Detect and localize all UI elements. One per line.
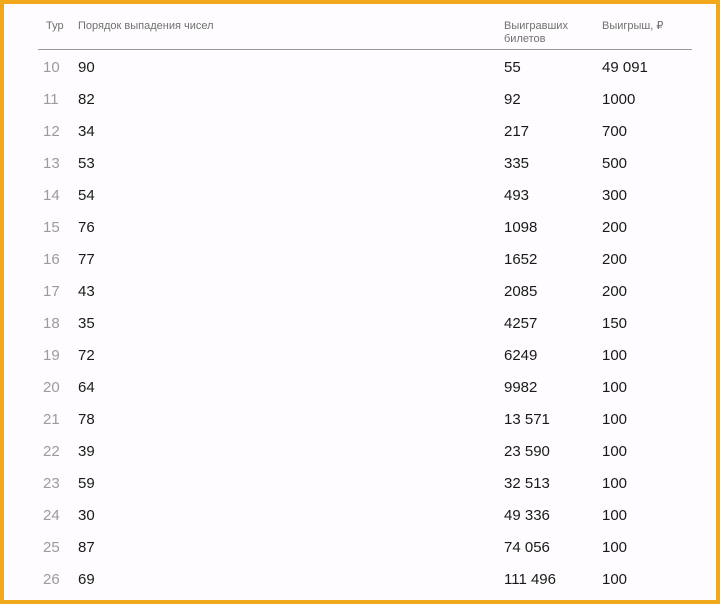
number-cell: 34: [78, 123, 95, 140]
table-row: [38, 436, 692, 468]
results-table: [38, 14, 692, 596]
prize-cell: 500: [602, 155, 628, 172]
prize-cell: 100: [602, 411, 628, 428]
table-row: [38, 404, 692, 436]
prize-cell: 100: [602, 475, 628, 492]
prize-cell: 100: [602, 443, 628, 460]
number-cell: 87: [78, 539, 95, 556]
number-cell: 54: [78, 187, 95, 204]
table-row: [38, 468, 692, 500]
number-cell: 39: [78, 443, 95, 460]
table-body: [38, 50, 692, 596]
winners-cell: 13 571: [504, 411, 550, 428]
winners-cell: 55: [504, 59, 521, 76]
prize-cell: 100: [602, 379, 628, 396]
winners-cell: 6249: [504, 347, 538, 364]
winners-cell: 74 056: [504, 539, 550, 556]
tour-cell: 11: [43, 91, 59, 108]
table-row: [38, 116, 692, 148]
winners-cell: 335: [504, 155, 530, 172]
table-row: [38, 308, 692, 340]
tour-cell: 17: [43, 283, 60, 300]
winners-cell: 2085: [504, 283, 538, 300]
tour-cell: 20: [43, 379, 60, 396]
header-order: Порядок выпадения чисел: [78, 20, 214, 32]
header-tour: Тур: [46, 20, 64, 32]
table-row: [38, 276, 692, 308]
winners-cell: 111 496: [504, 571, 556, 588]
winners-cell: 217: [504, 123, 530, 140]
header-prize: Выигрыш, ₽: [602, 20, 664, 32]
number-cell: 59: [78, 475, 95, 492]
prize-cell: 1000: [602, 91, 636, 108]
tour-cell: 24: [43, 507, 60, 524]
number-cell: 35: [78, 315, 95, 332]
winners-cell: 4257: [504, 315, 538, 332]
winners-cell: 49 336: [504, 507, 550, 524]
number-cell: 90: [78, 59, 95, 76]
prize-cell: 200: [602, 283, 628, 300]
table-row: [38, 340, 692, 372]
number-cell: 53: [78, 155, 95, 172]
prize-cell: 200: [602, 251, 628, 268]
table-row: [38, 372, 692, 404]
table-header: [38, 14, 692, 50]
winners-cell: 23 590: [504, 443, 550, 460]
tour-cell: 23: [43, 475, 60, 492]
winners-cell: 32 513: [504, 475, 550, 492]
tour-cell: 19: [43, 347, 60, 364]
tour-cell: 22: [43, 443, 60, 460]
prize-cell: 49 091: [602, 59, 648, 76]
header-winners: Выигравших билетов: [504, 20, 568, 45]
prize-cell: 700: [602, 123, 628, 140]
table-row: [38, 84, 692, 116]
tour-cell: 13: [43, 155, 60, 172]
tour-cell: 18: [43, 315, 60, 332]
number-cell: 43: [78, 283, 95, 300]
number-cell: 72: [78, 347, 95, 364]
winners-cell: 92: [504, 91, 521, 108]
table-row: [38, 532, 692, 564]
number-cell: 82: [78, 91, 95, 108]
winners-cell: 1652: [504, 251, 538, 268]
table-row: [38, 564, 692, 596]
table-row: [38, 148, 692, 180]
table-row: [38, 180, 692, 212]
tour-cell: 26: [43, 571, 60, 588]
tour-cell: 12: [43, 123, 60, 140]
tour-cell: 10: [43, 59, 60, 76]
table-row: [38, 52, 692, 84]
number-cell: 78: [78, 411, 95, 428]
prize-cell: 100: [602, 539, 628, 556]
prize-cell: 300: [602, 187, 628, 204]
tour-cell: 25: [43, 539, 60, 556]
table-row: [38, 212, 692, 244]
table-row: [38, 500, 692, 532]
prize-cell: 150: [602, 315, 628, 332]
prize-cell: 100: [602, 347, 628, 364]
winners-cell: 493: [504, 187, 530, 204]
prize-cell: 200: [602, 219, 628, 236]
number-cell: 30: [78, 507, 95, 524]
winners-cell: 1098: [504, 219, 538, 236]
table-row: [38, 244, 692, 276]
tour-cell: 16: [43, 251, 60, 268]
prize-cell: 100: [602, 571, 628, 588]
tour-cell: 15: [43, 219, 60, 236]
prize-cell: 100: [602, 507, 628, 524]
tour-cell: 14: [43, 187, 60, 204]
tour-cell: 21: [43, 411, 60, 428]
number-cell: 77: [78, 251, 95, 268]
winners-cell: 9982: [504, 379, 538, 396]
number-cell: 64: [78, 379, 95, 396]
number-cell: 76: [78, 219, 95, 236]
number-cell: 69: [78, 571, 95, 588]
